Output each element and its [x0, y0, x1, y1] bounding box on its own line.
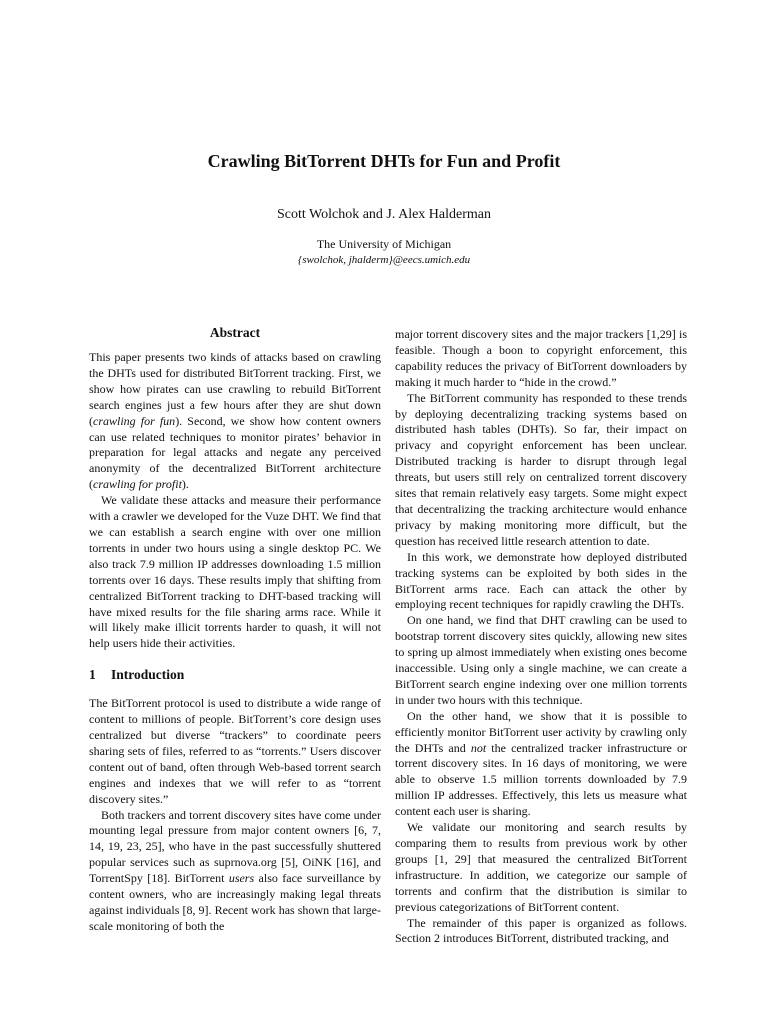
- intro-p2-text-b: also face surveillance by content owners, who are increasingly making legal threats against individuals [8, 9]. Recent work has shown that large-scale monitoring of both the: [89, 871, 381, 933]
- abstract-p1-text-b: ). Second, we show how content owners can use related techniques to monitor pirates’ behavior in preparation for legal attacks and negate any perceived anonymity of the decentralized BitTorrent architecture (: [89, 413, 381, 492]
- abstract-p1-emph-profit: crawling for profit: [93, 477, 182, 492]
- intro-paragraph-1: The BitTorrent protocol is used to distribute a wide range of content to millions of people. BitTorrent’s core design uses centralized but diverse “trackers” to coordinate peers sharing sets of files, referred to as “torrents.” Users discover content out of band, often through Web-based torrent search engines and indexes that we will refer to as “torrent discovery sites.”: [89, 696, 381, 806]
- right-p4-text-a: On the other hand, we show that it is possible to efficiently monitor BitTorrent user activity by crawling only the DHTs and: [395, 708, 687, 755]
- paper-email: {swolchok, jhalderm}@eecs.umich.edu: [297, 254, 471, 266]
- abstract-p1-text-c: ).: [181, 477, 189, 492]
- right-paragraph-3: On one hand, we find that DHT crawling can be used to bootstrap torrent discovery sites quickly, allowing new sites to spring up almost immediately when existing ones become inaccessible. Using only a single machine, we can create a BitTorrent search engine indexing over one million torrents in under two hours with this technique.: [395, 613, 687, 707]
- intro-p2-emph-users: users: [228, 871, 255, 886]
- abstract-heading: Abstract: [209, 325, 261, 340]
- right-column: [395, 327, 687, 947]
- paper-authors: Scott Wolchok and J. Alex Halderman: [276, 207, 492, 222]
- abstract-p1-text-a: This paper presents two kinds of attacks based on crawling the DHTs used for distributed BitTorrent tracking. First, we show how pirates can use crawling to rebuild BitTorrent search engines just a few hours after they are shut down (: [89, 350, 381, 428]
- abstract-paragraph-2: We validate these attacks and measure their performance with a crawler we developed for the Vuze DHT. We find that we can establish a search engine with over one million torrents in under two hours using a single desktop PC. We also track 7.9 million IP addresses downloading 1.5 million torrents over 16 days. These results imply that shifting from centralized BitTorrent tracking to DHT-based tracking will have mixed results for the file sharing arms race. While it will likely make illicit torrents harder to quash, it will not help users hide their activities.: [89, 493, 381, 651]
- paper-affiliation: The University of Michigan: [316, 237, 452, 251]
- section-heading-introduction: [89, 666, 381, 684]
- section-title: Introduction: [111, 667, 185, 683]
- right-paragraph-5: We validate our monitoring and search results by comparing them to results from previous work by other groups [1, 29] that measured the centralized BitTorrent infrastructure. In addition, we categorize our sample of torrents and confirm that the distribution is similar to previous categorizations of BitTorrent content.: [395, 820, 687, 914]
- abstract-paragraph-1: [89, 350, 381, 493]
- right-paragraph-6: The remainder of this paper is organized as follows. Section 2 introduces BitTorrent, distributed tracking, and: [395, 915, 687, 946]
- right-paragraph-1: The BitTorrent community has responded to these trends by deploying decentralizing tracking systems based on distributed hash tables (DHTs). So far, their impact on privacy and copyright enforcement has been unclear. Distributed tracking is harder to disrupt through legal threats, but users still rely on centralized torrent discovery sites that remain relatively easy targets. Some might expect that decentralizing the tracking architecture would enhance privacy by making monitoring more difficult, but the question has received little research attention to date.: [395, 390, 687, 548]
- right-paragraph-4: [395, 709, 687, 820]
- intro-p2-text-a: Both trackers and torrent discovery sites have come under mounting legal pressure from major content owners [6, 7, 14, 19, 23, 25], who have in the past successfully shuttered popular services such as suprnova.org [5], OiNK [16], and TorrentSpy [18]. BitTorrent: [89, 807, 381, 886]
- section-number: 1: [89, 667, 96, 683]
- abstract-p1-emph-fun: crawling for fun: [93, 413, 176, 428]
- right-p4-text-b: the centralized tracker infrastructure or torrent discovery sites. In 16 days of monitoring, we were able to observe 1.5 million torrents downloaded by 7.9 million IP addresses. Effectively, this lets us measure what content each user is sharing.: [395, 740, 687, 819]
- intro-paragraph-2: [89, 808, 381, 935]
- paper-title: Crawling BitTorrent DHTs for Fun and Profit: [207, 151, 561, 171]
- right-paragraph-0: major torrent discovery sites and the major trackers [1,29] is feasible. Though a boon to copyright enforcement, this capability reduces the privacy of BitTorrent downloaders by making it much harder to “hide in the crowd.”: [395, 327, 687, 389]
- right-paragraph-2: In this work, we demonstrate how deployed distributed tracking systems can be exploited by both sides in the BitTorrent arms race. Each can attack the other by employing recent techniques for rapidly crawling the DHTs.: [395, 549, 687, 612]
- left-column: [89, 324, 381, 935]
- right-p4-emph-not: not: [470, 740, 487, 755]
